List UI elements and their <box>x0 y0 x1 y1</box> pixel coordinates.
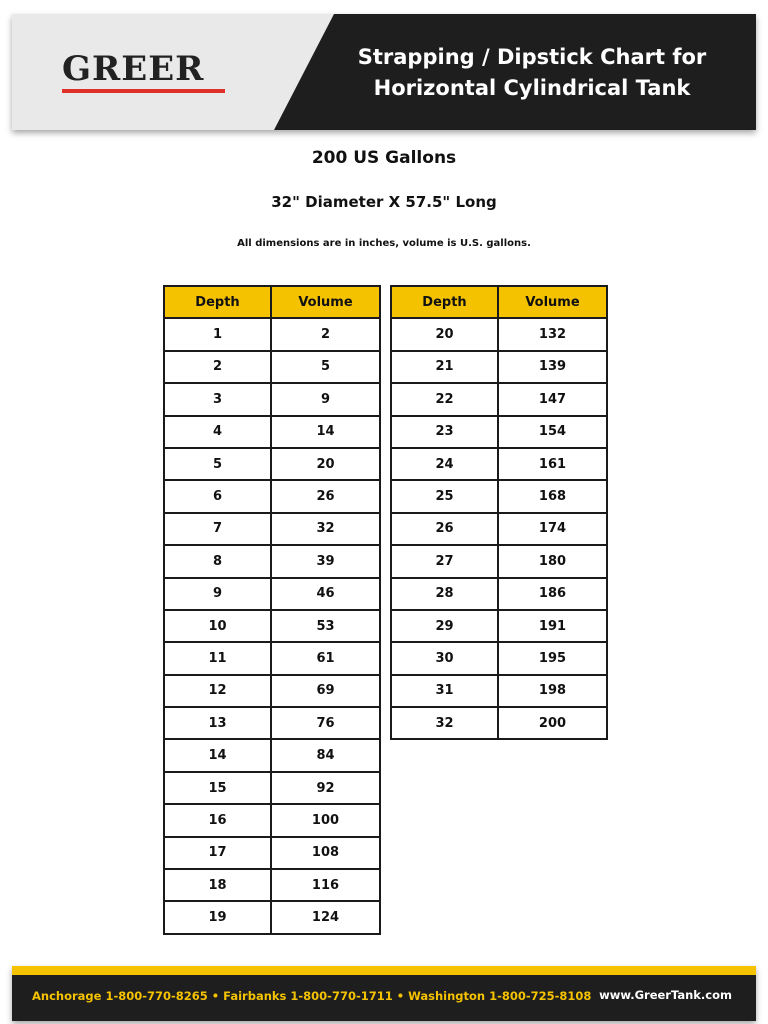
volume-cell: 100 <box>271 804 380 836</box>
table-header-row <box>391 286 607 318</box>
depth-cell: 8 <box>164 545 271 577</box>
table-row <box>164 318 380 350</box>
depth-cell: 12 <box>164 675 271 707</box>
volume-cell: 108 <box>271 837 380 869</box>
depth-cell: 22 <box>391 383 498 415</box>
table-row <box>164 739 380 771</box>
volume-cell: 180 <box>498 545 607 577</box>
footer-bar <box>12 966 756 1021</box>
depth-cell: 30 <box>391 642 498 674</box>
depth-cell: 9 <box>164 578 271 610</box>
strapping-table-right <box>390 285 608 740</box>
depth-cell: 23 <box>391 416 498 448</box>
volume-cell: 39 <box>271 545 380 577</box>
tank-capacity: 200 US Gallons <box>311 148 457 168</box>
volume-cell: 5 <box>271 351 380 383</box>
table-row <box>164 869 380 901</box>
table-header-row <box>164 286 380 318</box>
table-row <box>391 416 607 448</box>
table-row <box>164 351 380 383</box>
table-row <box>164 642 380 674</box>
volume-cell: 9 <box>271 383 380 415</box>
table-row <box>391 610 607 642</box>
depth-cell: 14 <box>164 739 271 771</box>
table-row <box>164 610 380 642</box>
depth-cell: 18 <box>164 869 271 901</box>
volume-cell: 32 <box>271 513 380 545</box>
logo-underline <box>62 89 225 93</box>
table-row <box>164 901 380 933</box>
depth-cell: 25 <box>391 480 498 512</box>
volume-cell: 20 <box>271 448 380 480</box>
greer-logo: GREER <box>62 49 205 89</box>
table-row <box>164 448 380 480</box>
table-row <box>164 545 380 577</box>
depth-cell: 27 <box>391 545 498 577</box>
volume-cell: 84 <box>271 739 380 771</box>
table-row <box>164 675 380 707</box>
depth-cell: 31 <box>391 675 498 707</box>
table-row <box>164 772 380 804</box>
depth-header: Depth <box>391 286 498 318</box>
volume-cell: 46 <box>271 578 380 610</box>
table-row <box>391 707 607 739</box>
depth-cell: 2 <box>164 351 271 383</box>
table-row <box>164 383 380 415</box>
table-row <box>164 480 380 512</box>
table-row <box>391 448 607 480</box>
table-row <box>391 675 607 707</box>
tank-dimensions: 32" Diameter X 57.5" Long <box>271 193 497 211</box>
volume-cell: 168 <box>498 480 607 512</box>
volume-cell: 61 <box>271 642 380 674</box>
depth-cell: 19 <box>164 901 271 933</box>
volume-cell: 161 <box>498 448 607 480</box>
volume-cell: 174 <box>498 513 607 545</box>
depth-cell: 32 <box>391 707 498 739</box>
volume-cell: 154 <box>498 416 607 448</box>
depth-cell: 17 <box>164 837 271 869</box>
volume-cell: 76 <box>271 707 380 739</box>
table-row <box>391 480 607 512</box>
depth-cell: 13 <box>164 707 271 739</box>
website-link[interactable]: www.GreerTank.com <box>599 988 732 1002</box>
volume-cell: 116 <box>271 869 380 901</box>
depth-cell: 24 <box>391 448 498 480</box>
depth-cell: 1 <box>164 318 271 350</box>
depth-cell: 15 <box>164 772 271 804</box>
volume-cell: 200 <box>498 707 607 739</box>
depth-cell: 26 <box>391 513 498 545</box>
volume-header: Volume <box>498 286 607 318</box>
volume-cell: 195 <box>498 642 607 674</box>
depth-cell: 21 <box>391 351 498 383</box>
depth-cell: 7 <box>164 513 271 545</box>
volume-cell: 14 <box>271 416 380 448</box>
depth-cell: 29 <box>391 610 498 642</box>
table-row <box>391 513 607 545</box>
depth-header: Depth <box>164 286 271 318</box>
units-note: All dimensions are in inches, volume is U.S. gallons. <box>237 238 531 249</box>
volume-cell: 53 <box>271 610 380 642</box>
table-row <box>391 383 607 415</box>
depth-cell: 5 <box>164 448 271 480</box>
table-row <box>164 837 380 869</box>
title-line-2: Horizontal Cylindrical Tank <box>373 76 691 100</box>
volume-cell: 124 <box>271 901 380 933</box>
volume-cell: 26 <box>271 480 380 512</box>
table-row <box>164 707 380 739</box>
depth-cell: 6 <box>164 480 271 512</box>
table-row <box>164 804 380 836</box>
footer-contacts: Anchorage 1-800-770-8265 • Fairbanks 1-800-770-1711 • Washington 1-800-725-8108 <box>32 989 592 1003</box>
depth-cell: 11 <box>164 642 271 674</box>
volume-cell: 132 <box>498 318 607 350</box>
title-line-1: Strapping / Dipstick Chart for <box>357 45 707 69</box>
depth-cell: 20 <box>391 318 498 350</box>
table-row <box>391 578 607 610</box>
volume-cell: 147 <box>498 383 607 415</box>
volume-cell: 69 <box>271 675 380 707</box>
volume-cell: 186 <box>498 578 607 610</box>
table-row <box>164 416 380 448</box>
page-title <box>332 42 732 104</box>
strapping-table-left <box>163 285 381 935</box>
table-row <box>391 642 607 674</box>
table-row <box>164 513 380 545</box>
table-row <box>391 545 607 577</box>
volume-cell: 198 <box>498 675 607 707</box>
volume-cell: 2 <box>271 318 380 350</box>
volume-cell: 191 <box>498 610 607 642</box>
header-banner <box>12 14 756 130</box>
depth-cell: 16 <box>164 804 271 836</box>
table-row <box>164 578 380 610</box>
volume-cell: 92 <box>271 772 380 804</box>
table-row <box>391 318 607 350</box>
depth-cell: 3 <box>164 383 271 415</box>
volume-cell: 139 <box>498 351 607 383</box>
depth-cell: 28 <box>391 578 498 610</box>
depth-cell: 10 <box>164 610 271 642</box>
volume-header: Volume <box>271 286 380 318</box>
depth-cell: 4 <box>164 416 271 448</box>
table-row <box>391 351 607 383</box>
